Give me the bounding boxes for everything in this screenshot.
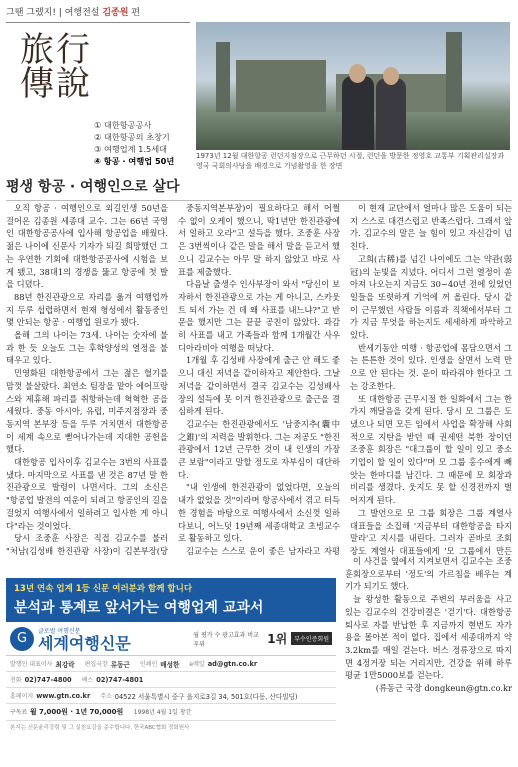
paragraph: 민영화된 대한항공에서 그는 젊은 혈기를 맘껏 불살랐다. 최연소 팀장을 맡아 에어프랑스와 제휴해 파리를 취항하는데 혁혁한 공을 세웠다. 중동 아시아, 유럽, 미주지점장과 중동지역 본부장 등을 두루 거치면서 대한항공이 세계 속으로 뻗어나가는데 지대한 공헌을 했다.	[6, 368, 168, 455]
subscription-price: 월 7,000원 · 1년 70,000원	[29, 708, 124, 716]
series-header-author: 김종원	[102, 8, 129, 18]
series-title-line2: 傳說	[20, 64, 92, 104]
publisher-label: 발행인 대표이사	[10, 661, 53, 668]
ad-email-link[interactable]: ad@gtn.co.kr	[207, 659, 258, 668]
photo-building	[216, 42, 230, 112]
photo-caption: 1973년 12월 대한항공 런던지점장으로 근무하던 시절, 런던을 방문한 정영호 교통부 기획관리실장과 영국 국회의사당을 배경으로 기념촬영을 한 장면	[196, 152, 505, 170]
web-label: 홈페이지	[10, 693, 34, 700]
photo-building	[446, 32, 462, 112]
rank-label: 월 평가 수 광고효과 비교우위	[193, 631, 259, 648]
rank-block	[193, 630, 332, 648]
photo-building	[236, 60, 326, 112]
masthead-subtitle: 글로벌 여행신문	[38, 627, 81, 635]
masthead-row	[6, 622, 336, 656]
article-body	[6, 202, 512, 555]
series-list	[94, 119, 174, 167]
editor-label: 편집국장	[84, 661, 108, 668]
masthead-title: 세계여행신문	[38, 633, 131, 653]
paragraph: "내 인생에 한진관광이 없었다면, 오늘의 내가 없었을 것"이라며 항공사에서 겪고 터득한 경험을 바탕으로 여행사에서 소신껏 일하다보니, 어느덧 19년째 세종대학교 초빙교수로 활동하고 있다.	[178, 482, 340, 544]
ad-tagline: 13년 연속 업계 1등 신문 여러분과 함께 합니다	[14, 584, 193, 594]
paragraph: 대한항공 입사이후 김교수는 3번의 사표를 냈다. 마지막으로 사표를 낸 것은 87년 말 한진관광으로 발령이 나면서다. 그의 소신은 "항공업 발전의 여운이 되려고 항공인의 길을 걸었지 여행사에서 일하려고 입사한 게 아니다"라는 것이었다.	[6, 457, 168, 531]
paragraph: 1개월 후 김성배 사장에게 출근 안 해도 좋으니 대신 저녁을 같이하자고 제안한다. 그날 저녁을 같이하면서 결국 김교수는 김성배사장의 설득에 못 이겨 한진관광으로 출근을 결심하게 된다.	[178, 355, 340, 417]
address-row	[6, 688, 336, 704]
photo-person-head	[349, 64, 366, 83]
paragraph: 이 현재 교단에서 얼마나 많은 도움이 되는지 스스로 대견스럽고 반족스럽다. 그래서 앞가. 김교수의 말은 늘 힘이 있고 자신감이 넘친다.	[350, 203, 512, 252]
publisher-name: 최강락	[55, 660, 75, 669]
paragraph: 올해 그의 나이는 73세. 나이는 숫자에 불과 한 듯 오늘도 그는 후학양성의 열정을 불태우고 있다.	[6, 330, 168, 366]
article-column-2	[178, 202, 340, 555]
ad-slogan: 분석과 통계로 앞서가는 여행업계 교과서	[14, 600, 264, 616]
paragraph: 중동지역본부장)이 필요하다고 해서 어쩔 수 없이 오케이 했으니, 딱1년만 한진관광에서 일하고 오라"고 설득을 했다. 조중훈 사장은 3번씩이나 같은 말을 해서 말을 듣고서 했으니 김교수는 아무 말 하지 않았고 바로 사표를 제출했다.	[178, 203, 340, 277]
paragraph: 그 발언으로 모 그룹 회장은 그룹 계열사 대표들을 소집해 '지금부터 대한항공을 타지 말라'고 지시를 내린다. 그러자 곧바로 조회장도 계열사 대표들에게 '모 그룹에서 만든	[350, 507, 512, 555]
photo-person	[376, 78, 406, 150]
series-item: ① 대한항공공사	[94, 120, 152, 130]
paragraph: 반세기동안 여행 · 항공업에 몸담으면서 그는 튼튼한 것이 있다. 인생을 살면서 노력 만으로 안 된다는 것. 운이 따라줘야 한다고 그는 강조한다.	[350, 342, 512, 391]
paragraph: 88년 한진관광으로 자리를 옮겨 여행업까지 두루 섭렵하면서 현재 형성에서 활동중인 몇 안되는 항공 · 여행업 원로가 됐다.	[6, 291, 168, 328]
subscription-row	[6, 704, 336, 721]
series-header	[6, 5, 140, 18]
paragraph: 오직 항공 · 여행인으로 외길인생 50년을 걸어온 김종원 세종대 교수. 그는 66년 국영인 대한항공공사에 입사해 항공업을 배웠다. 젊은 나이에 신문사 기자가 되길 희망했던 그는 우연한 기회에 대한항공공사에 시험을 보게 됐고, 38대1의 경쟁을 뚫고 항공에 첫 발을 디뎠다.	[6, 203, 168, 290]
staff-row	[6, 656, 336, 672]
paragraph: 이 사건을 옆에서 지켜보면서 김교수는 조중훈회장으로부터 '정도'의 가르침을 배우는 계기가 되기도 했다.	[345, 556, 512, 592]
article-column-3	[350, 202, 512, 555]
article-column-1	[6, 202, 168, 555]
fax-label: 팩스	[81, 677, 94, 684]
series-header-prefix: 그땐 그랬지! | 여행전설	[6, 8, 100, 18]
series-title	[20, 30, 120, 104]
masthead	[38, 626, 131, 652]
series-header-suffix: 편	[131, 8, 141, 18]
email-label: e메일	[189, 661, 205, 668]
byline: (류동근 국장 dongkeun@gtn.co.kr	[375, 683, 512, 694]
certification-badge: 부수인증회원	[291, 632, 332, 645]
historic-photo	[196, 22, 510, 150]
newspaper-ad	[6, 578, 336, 762]
fax-number: 02)747-4801	[96, 675, 144, 684]
paragraph: 늘 왕성한 활동으로 주변의 부러움을 사고 있는 김교수의 건강비결은 '걷기'다. 대한항공 퇴사로 자를 반납한 후 지금까지 현번도 자가용을 몰아본 적이 없다. 집에서 세종대까지 약 3.2km를 매일 걷는다. 버스 정류장으로 따지면 4정거장 되는 거리지만, 건강을 위해 하루 평균 1만5000보를 걷는다.	[345, 594, 512, 681]
address-label: 주소	[100, 693, 112, 700]
printer-name: 배성한	[160, 660, 180, 669]
photo-person	[342, 76, 374, 150]
printer-label: 인쇄인	[139, 661, 158, 668]
fine-print: 본지는 신문윤리강령 및 그 실천요강을 준수합니다. 한국ABC협회 정회원사	[10, 725, 190, 731]
paragraph: 다음날 출생수 인사부장이 와서 "당신이 보자하서 한진관광으로 가는 게 아니고, 스카웃트 되서 가는 건 데 왜 사표를 내느냐?"고 반문을 했지만 그는 끝끝 공친이 않았다. 과감히 사표를 내고 가족들과 함께 1개월간 사우디아라비아 여행을 떠났다.	[178, 279, 340, 353]
website-link[interactable]: www.gtn.co.kr	[36, 691, 91, 700]
globe-logo-icon: G	[10, 627, 34, 651]
ad-banner	[6, 578, 336, 622]
subscription-label: 구독료	[10, 709, 28, 716]
series-item-active: ④ 항공 · 여행업 50년	[94, 156, 175, 166]
phone-number: 02)747-4800	[24, 675, 72, 684]
article-headline: 평생 항공 · 여행인으로 살다	[6, 176, 512, 201]
paragraph: 또 대한항공 근무시절 한 일화에서 그는 한 가지 깨달음을 갖게 된다. 당시 모 그룹은 도냈으나 되면 모든 임에서 사업을 확장해 사회적으로 지탄을 받던 때 권세떤 북한 장이던 조중훈 회장은 "대그룹이 할 일이 있고 중소기업이 할 일이 있다"며 모 그룹 홍수에게 빼앗는 한마디를 남긴다. 그 때문에 모 회장과 비리를 생겼다. 웃지도 못 할 신경전까지 벌어지게 된다.	[350, 393, 512, 506]
founded-date: 1998년 4월 1일 창간	[133, 709, 192, 716]
series-item: ③ 여행업계 1.5세대	[94, 144, 168, 154]
paragraph: 당시 조중훈 사장은 직접 김교수를 불러 "처남(김성배 한진관광 사장)이 김본부장(당	[6, 533, 168, 555]
rank-value: 1위	[267, 632, 288, 646]
editor-name: 류동근	[110, 660, 130, 669]
article-column-4	[345, 555, 512, 760]
paragraph: 김교수는 스스로 운이 좋은 남자라고 자평	[186, 545, 340, 555]
series-title-line1: 旅行	[20, 30, 92, 70]
paragraph: 김교수는 한진관광에서도 '남중지추(囊中之錐)'의 저력을 발휘한다. 그는 저공도 "한진관광에서 12년 근무한 것이 내 인생의 가장 큰 보람"이라고 말할 정도로 자부심이 대단하다.	[178, 418, 340, 480]
phone-label: 전화	[10, 677, 22, 684]
address-text: 04522 서울특별시 중구 을지로3길 34, 501호(다동, 산다빌딩)	[114, 692, 298, 701]
paragraph: 고희(古稀)를 넘긴 나이에도 그는 약관(弱冠)의 눈빛을 지녔다. 어디서 그런 열정이 쏟아져 나오는지 지금도 30~40년 전에 있었던 일들을 또렷하게 기억에 꺼 올린다. 당시 같이 근무했던 사람들 이름과 직책에서부터 그가 지금 무엇을 하는지도 세세하게 파악하고 있다.	[350, 253, 512, 341]
series-box	[6, 22, 190, 167]
photo-person-head	[383, 67, 399, 85]
series-item: ② 대한항공의 초창기	[94, 132, 170, 142]
contact-row	[6, 672, 336, 688]
